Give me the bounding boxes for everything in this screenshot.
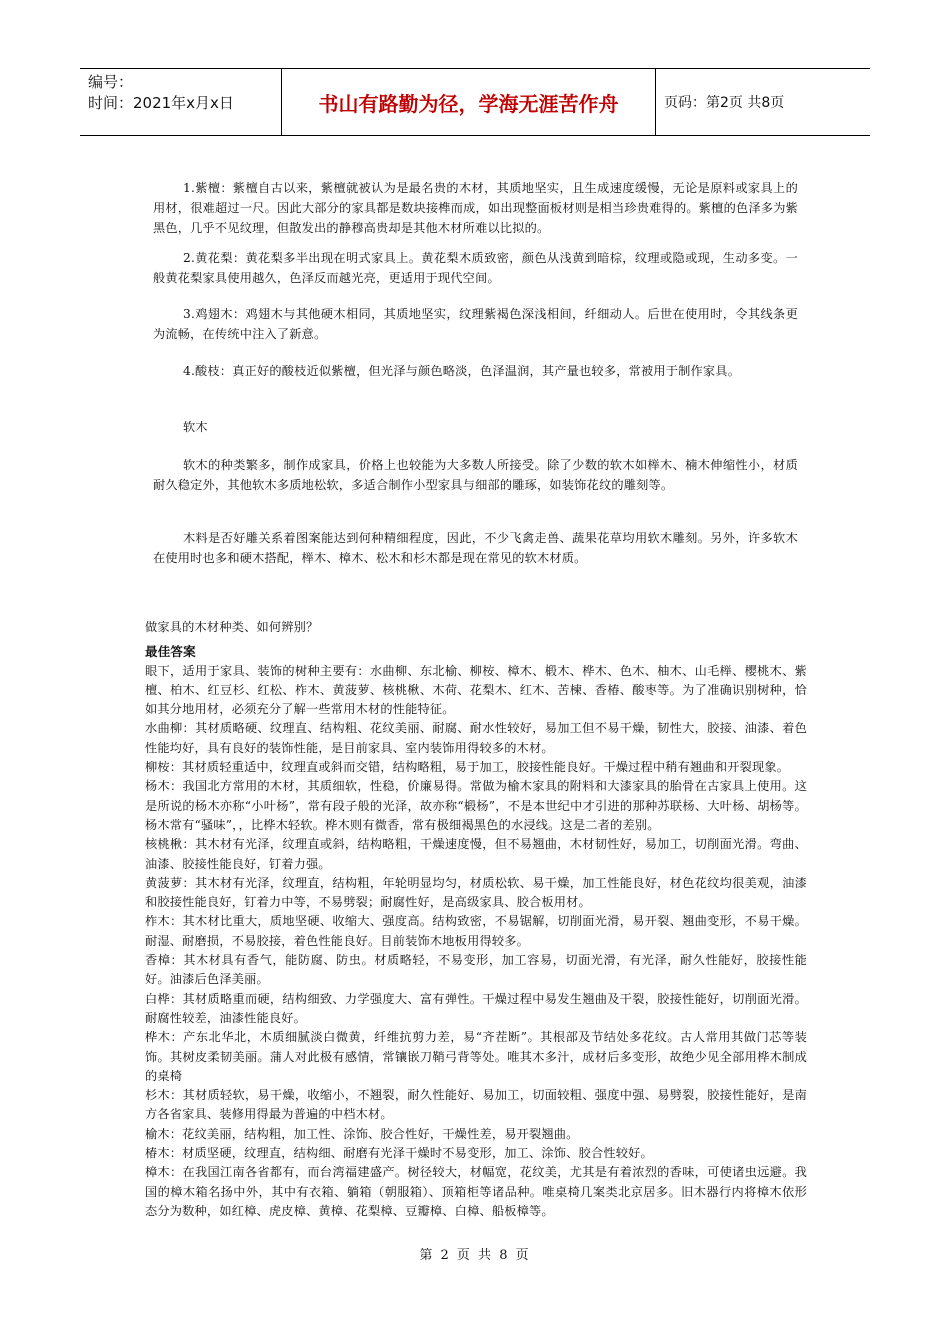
- answer-line: 椿木：材质坚硬，纹理直，结构细、耐磨有光泽干燥时不易变形，加工、涂饰、胶合性较好。: [145, 1146, 653, 1161]
- document-date: 时间：2021年x月x日: [88, 94, 234, 112]
- answer-line: 樟木：在我国江南各省都有，而台湾福建盛产。树径较大，材幅宽，花纹美，尤其是有着浓烈的香味，可使诸虫远避。我国的樟木箱名扬中外，其中有衣箱、躺箱（朝服箱）、顶箱柜等诸品种。唯桌椅几案类北京居多。旧木器行内将樟木依形态分为数种，如红樟、虎皮樟、黄樟、花梨樟、豆瓣樟、白樟、船板樟等。: [145, 1165, 807, 1218]
- answer-line: 白桦：其材质略重而硬，结构细致、力学强度大、富有弹性。干燥过程中易发生翘曲及干裂，胶接性能好，切削面光滑。耐腐性较差，油漆性能良好。: [145, 991, 807, 1025]
- answer-line: 黄菠萝：其木材有光泽，纹理直，结构粗，年轮明显均匀，材质松软、易干燥，加工性能良好，材色花纹均很美观，油漆和胶接性能良好，钉着力中等，不易劈裂；耐腐性好，是高级家具、胶合板用材。: [145, 875, 807, 910]
- answer-line: 榆木：花纹美丽，结构粗，加工性、涂饰、胶合性好，干燥性差，易开裂翘曲。: [145, 1126, 579, 1141]
- paragraph-zitan: 1.紫檀：紫檀自古以来，紫檀就被认为是最名贵的木材，其质地坚实，且生成速度缓慢，无论是原料或家具上的用材，很难超过一尺。因此大部分的家具都是数块接榫而成，如出现整面板材则是相当珍贵难得的。紫檀的色泽多为紫黑色，几乎不见纹理，但散发出的静穆高贵却是其他木材所难以比拟的。: [153, 181, 798, 235]
- answer-line: 柳桉：其材质轻重适中，纹理直或斜而交错，结构略粗，易于加工，胶接性能良好。干燥过程中稍有翘曲和开裂现象。: [145, 760, 790, 775]
- page-footer: 第 2 页 共 8 页: [419, 1248, 531, 1263]
- header-page-number: 页码：第2页 共8页: [664, 95, 785, 111]
- page-header: [80, 68, 870, 136]
- paragraph-jichimu: 3.鸡翅木：鸡翅木与其他硬木相同，其质地坚实，纹理紫褐色深浅相间，纤细动人。后世在使用时，令其线条更为流畅，在传统中注入了新意。: [153, 307, 798, 341]
- best-answer-label: 最佳答案: [145, 644, 196, 660]
- paragraph-huanghuali: 2.黄花梨：黄花梨多半出现在明式家具上。黄花梨木质致密，颜色从浅黄到暗棕，纹理或隐或现，生动多变。一般黄花梨家具使用越久，色泽反而越光亮，更适用于现代空间。: [153, 251, 798, 285]
- paragraph-suanzhi: 4.酸枝：真正好的酸枝近似紫檀，但光泽与颜色略淡，色泽温润，其产量也较多，常被用于制作家具。: [183, 364, 741, 378]
- answer-line: 香樟：其木材具有香气，能防腐、防虫。材质略轻，不易变形，加工容易，切面光滑，有光泽，耐久性能好，胶接性能好。油漆后色泽美丽。: [145, 953, 807, 987]
- answer-line: 水曲柳：其材质略硬、纹理直、结构粗、花纹美丽、耐腐、耐水性较好，易加工但不易干燥，韧性大，胶接、油漆、着色性能均好，具有良好的装饰性能，是目前家具、室内装饰用得较多的木材。: [145, 721, 807, 755]
- answer-line: 杨木：我国北方常用的木材，其质细软，性稳，价廉易得。常做为榆木家具的附料和大漆家具的胎骨在古家具上使用。这是所说的杨木亦称“小叶杨”，常有段子般的光泽，故亦称“椴杨”，不是本世纪中才引进的那种苏联杨、大叶杨、胡杨等。杨木常有“骚味”，，比桦木轻软。桦木则有微香，常有极细褐黑色的水浸线。这是二者的差别。: [145, 779, 807, 832]
- section-heading-softwood: 软木: [183, 420, 208, 434]
- document-number: 编号：: [88, 73, 134, 91]
- answer-line: 眼下，适用于家具、装饰的树种主要有：水曲柳、东北榆、柳桉、樟木、椴木、桦木、色木、柚木、山毛榉、樱桃木、紫檀、柏木、红豆杉、红松、柞木、黄菠萝、核桃楸、木荷、花梨木、红木、苦楝、香椿、酸枣等。为了准确识别树种，恰如其分地用材，必须充分了解一些常用木材的性能特征。: [145, 663, 807, 717]
- header-meta: [80, 69, 282, 135]
- answer-line: 柞木：其木材比重大，质地坚硬、收缩大、强度高。结构致密，不易锯解，切削面光滑，易开裂、翘曲变形，不易干燥。耐湿、耐磨损，不易胶接，着色性能良好。目前装饰木地板用得较多。: [145, 914, 807, 948]
- paragraph-softwood-carving: 木料是否好雕关系着图案能达到何种精细程度，因此，不少飞禽走兽、蔬果花草均用软木雕刻。另外，许多软木在使用时也多和硬木搭配，榉木、樟木、松木和杉木都是现在常见的软木材质。: [153, 531, 798, 565]
- answer-line: 核桃楸：其木材有光泽，纹理直或斜，结构略粗，干燥速度慢，但不易翘曲，木材韧性好，易加工，切削面光滑。弯曲、油漆、胶接性能良好，钉着力强。: [145, 837, 807, 871]
- qa-section: [145, 618, 807, 1221]
- question: 做家具的木材种类、如何辨别？: [145, 620, 319, 634]
- answer-line: 桦木：产东北华北，木质细腻淡白微黄，纤维抗剪力差，易“齐茬断”。其根部及节结处多花纹。古人常用其做门芯等装饰。其树皮柔韧美丽。蒲人对此极有感情，常镶嵌刀鞘弓背等处。唯其木多汁，成材后多变形，故绝少见全部用桦木制成的桌椅: [145, 1030, 807, 1083]
- header-motto: 书山有路勤为径，学海无涯苦作舟: [282, 69, 656, 135]
- paragraph-softwood-intro: 软木的种类繁多，制作成家具，价格上也较能为大多数人所接受。除了少数的软木如榉木、楠木伸缩性小，材质耐久稳定外，其他软木多质地松软，多适合制作小型家具与细部的雕琢，如装饰花纹的雕刻等。: [153, 458, 798, 492]
- answer-line: 杉木：其材质轻软，易干燥，收缩小，不翘裂，耐久性能好、易加工，切面较粗、强度中强、易劈裂，胶接性能好，是南方各省家具、装修用得最为普遍的中档木材。: [145, 1088, 807, 1122]
